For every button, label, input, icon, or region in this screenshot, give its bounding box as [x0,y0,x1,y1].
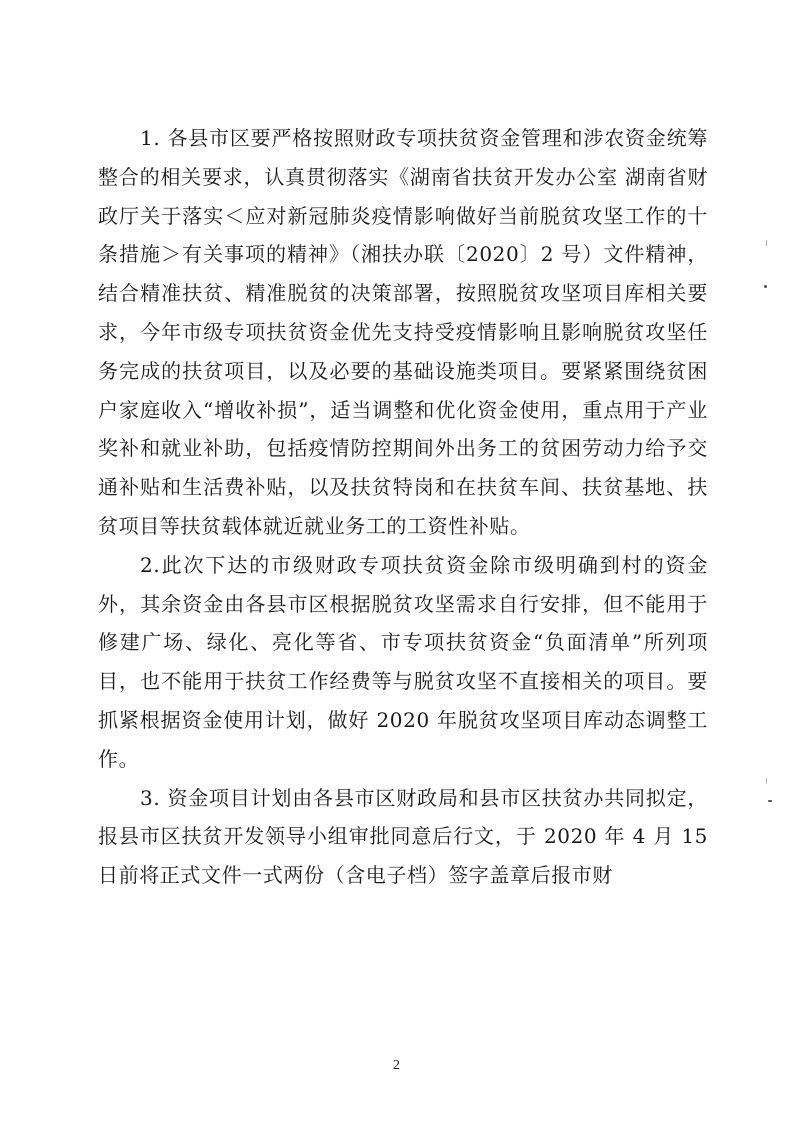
scan-speck [766,240,767,246]
scan-speck [766,778,767,784]
scan-speck [764,285,767,288]
paragraph-2: 2.此次下达的市级财政专项扶贫资金除市级明确到村的资金外，其余资金由各县市区根据脱贫攻坚需求自行安排，但不能用于修建广场、绿化、亮化等省、市专项扶贫资金“负面清单”所列项目，也不能用于扶贫工作经费等与脱贫攻坚不直接相关的项目。要抓紧根据资金使用计划，做好 2020 年脱贫攻坚项目库动态调整工作。 [98,552,708,771]
paragraph-1: 1. 各县市区要严格按照财政专项扶贫资金管理和涉农资金统筹整合的相关要求，认真贯彻落实《湖南省扶贫开发办公室 湖南省财政厅关于落实＜应对新冠肺炎疫情影响做好当前脱贫攻坚工作的十条措施＞有关事项的精神》（湘扶办联〔2020〕2 号）文件精神，结合精准扶贫、精准脱贫的决策部署，按照脱贫攻坚项目库相关要求，今年市级专项扶贫资金优先支持受疫情影响且影响脱贫攻坚任务完成的扶贫项目，以及必要的基础设施类项目。要紧紧围绕贫困户家庭收入“增收补损”，适当调整和优化资金使用，重点用于产业奖补和就业补助，包括疫情防控期间外出务工的贫困劳动力给予交通补贴和生活费补贴，以及扶贫特岗和在扶贫车间、扶贫基地、扶贫项目等扶贫载体就近就业务工的工资性补贴。 [98,126,708,538]
paragraph-3: 3. 资金项目计划由各县市区财政局和县市区扶贫办共同拟定，报县市区扶贫开发领导小组审批同意后行文，于 2020 年 4 月 15 日前将正式文件一式两份（含电子档）签字盖章后报市财 [98,785,708,888]
page-number: 2 [393,1058,400,1073]
document-body [98,119,708,895]
scan-speck [768,800,772,802]
